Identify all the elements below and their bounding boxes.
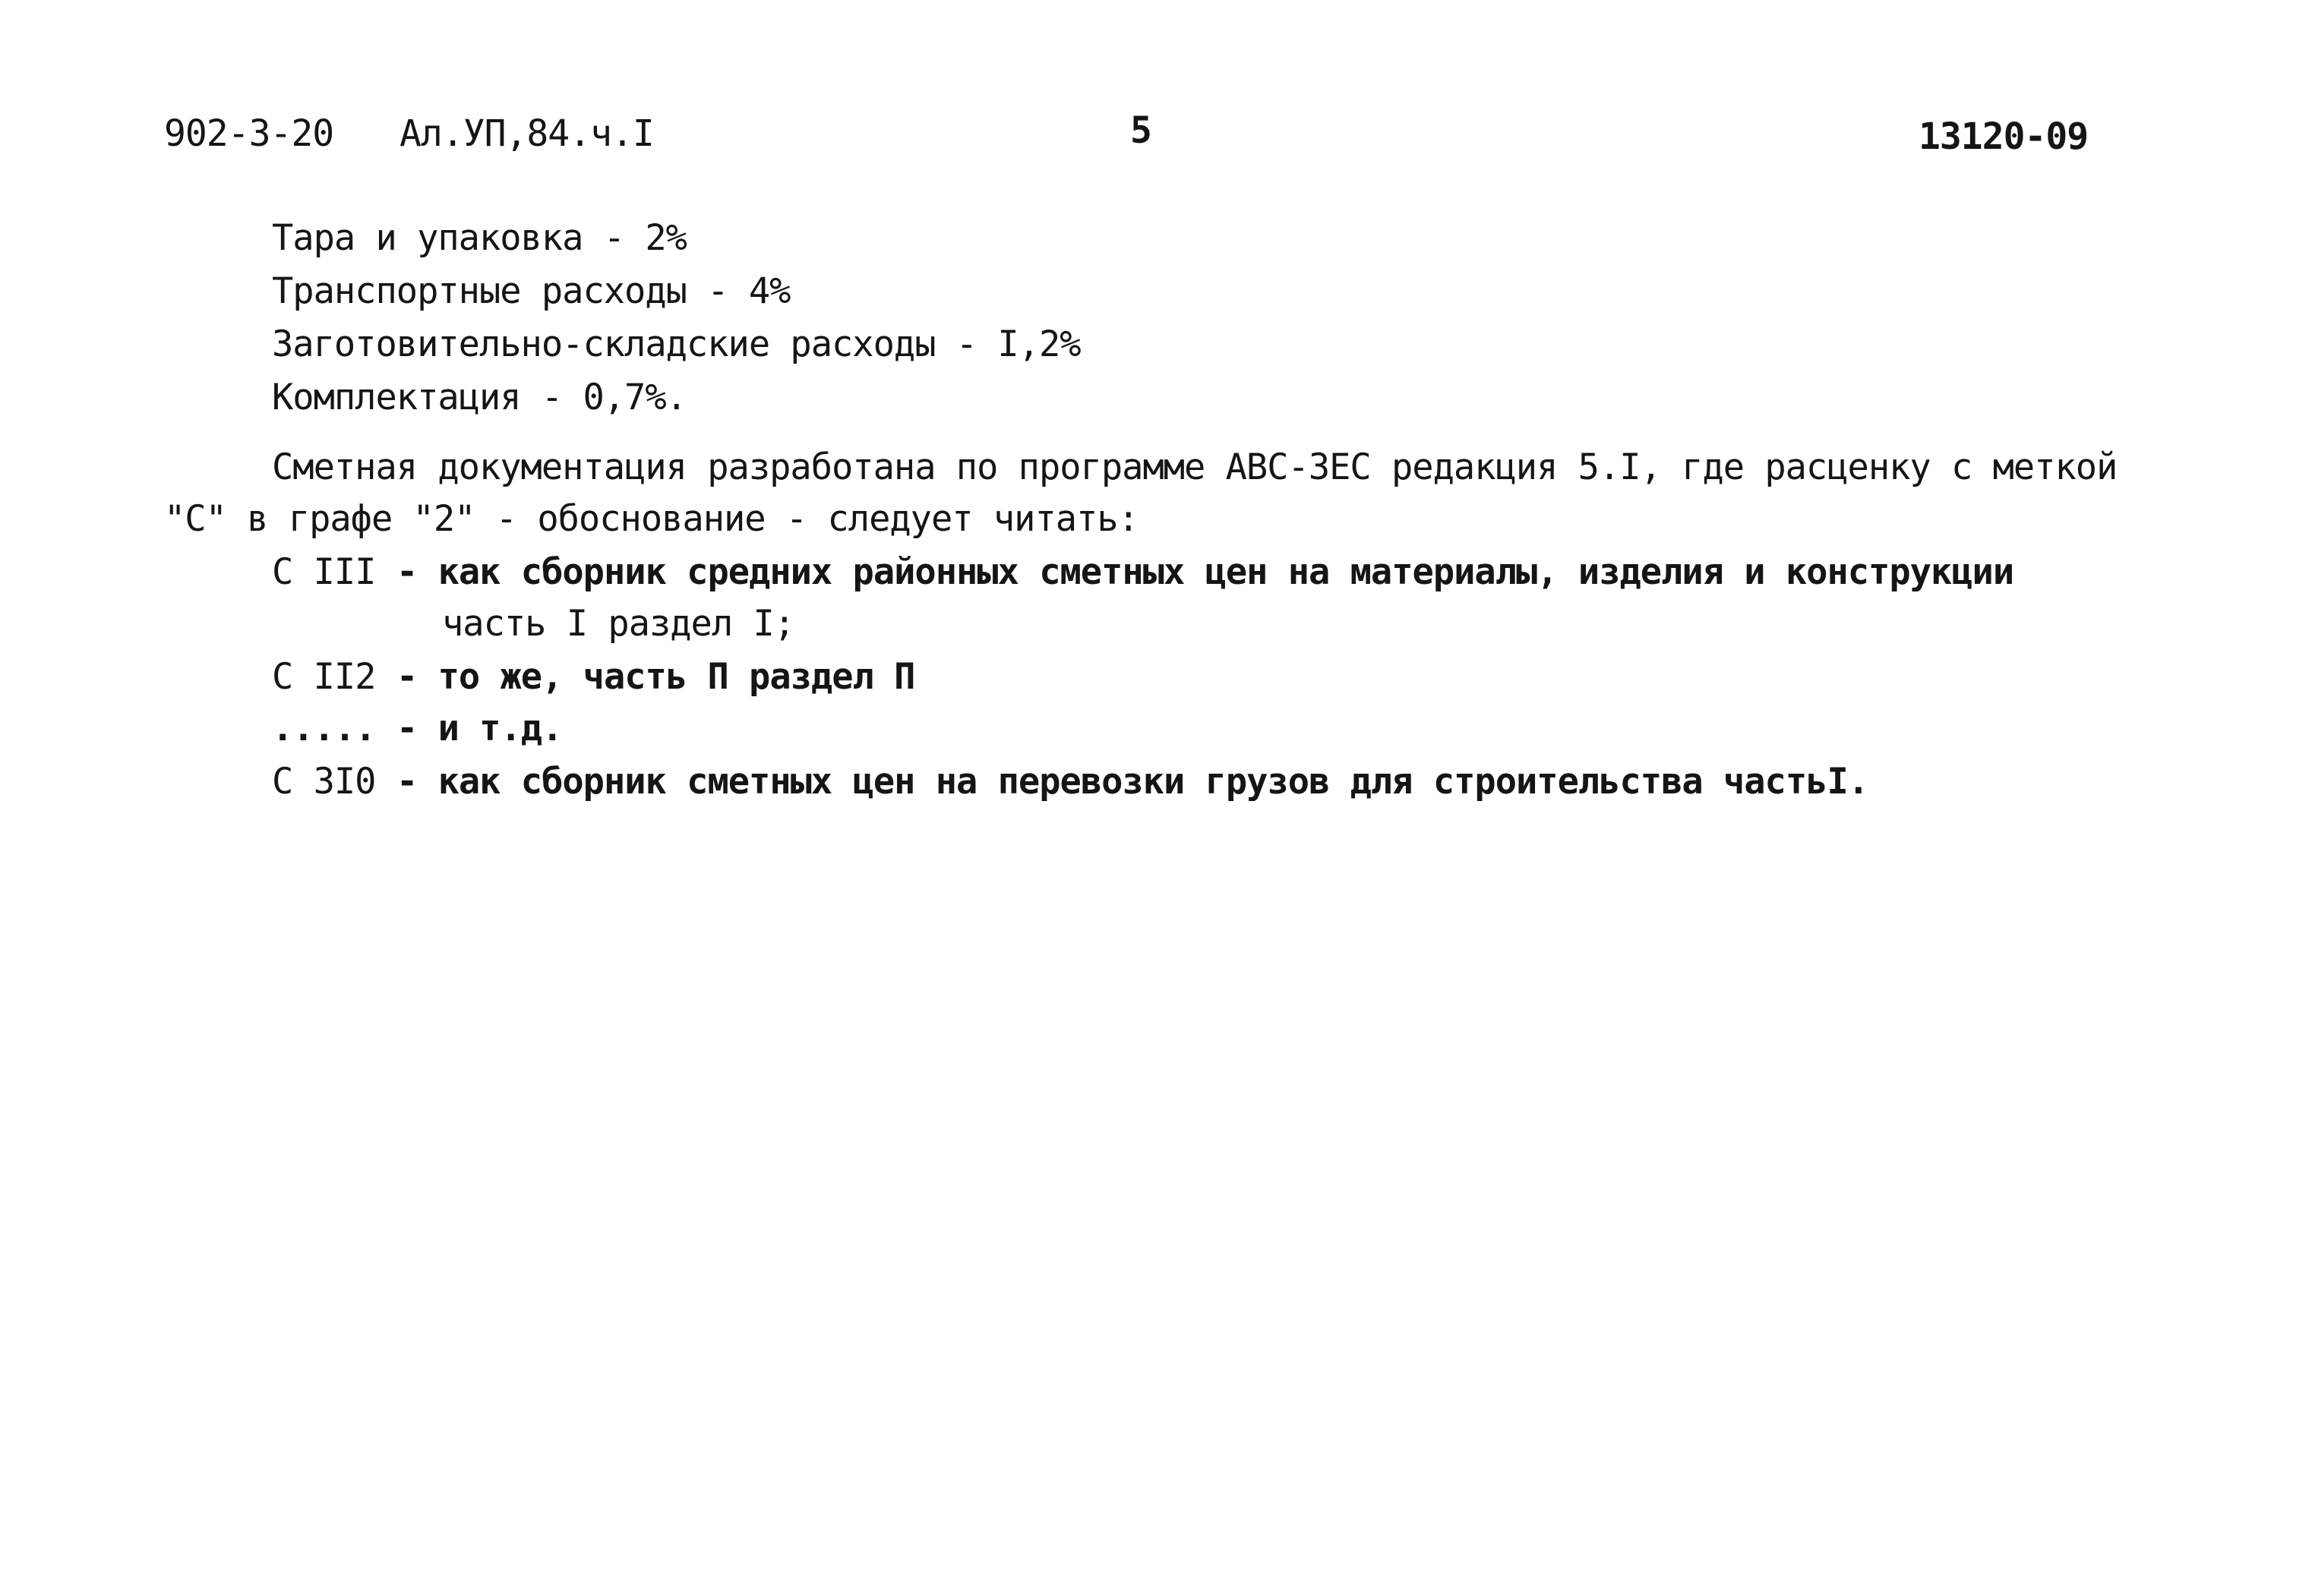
code-description: - как сборник сметных цен на перевозки грузов для строительства частьI.	[396, 761, 1869, 803]
transport-cost: Транспортные расходы - 4%	[272, 270, 791, 312]
code-description: - и т.д.	[396, 708, 563, 749]
code-description-continuation: часть I раздел I;	[442, 603, 795, 645]
page-number: 5	[1130, 109, 1151, 152]
album-reference: Ал.УП,84.ч.I	[400, 112, 654, 155]
document-code: 902-3-20	[164, 112, 334, 155]
registration-number: 13120-09	[1919, 115, 2089, 158]
code-label: С II2	[272, 656, 376, 698]
code-label: С III	[272, 551, 376, 593]
code-label: .....	[272, 708, 376, 749]
intro-paragraph-line-1: Сметная документация разработана по программе АВС-3ЕС редакция 5.I, где расценку с меткой	[272, 446, 2118, 488]
intro-paragraph-line-2: "С" в графе "2" - обоснование - следует читать:	[164, 498, 1139, 540]
packaging-cost: Тара и упаковка - 2%	[272, 217, 687, 259]
code-label: С 3I0	[272, 761, 376, 803]
code-description: - то же, часть П раздел П	[396, 656, 915, 698]
procurement-storage-cost: Заготовительно-складские расходы - I,2%	[272, 323, 1081, 365]
completion-cost: Комплектация - 0,7%.	[272, 377, 687, 418]
code-description: - как сборник средних районных сметных цен на материалы, изделия и конструкции	[396, 551, 2014, 593]
